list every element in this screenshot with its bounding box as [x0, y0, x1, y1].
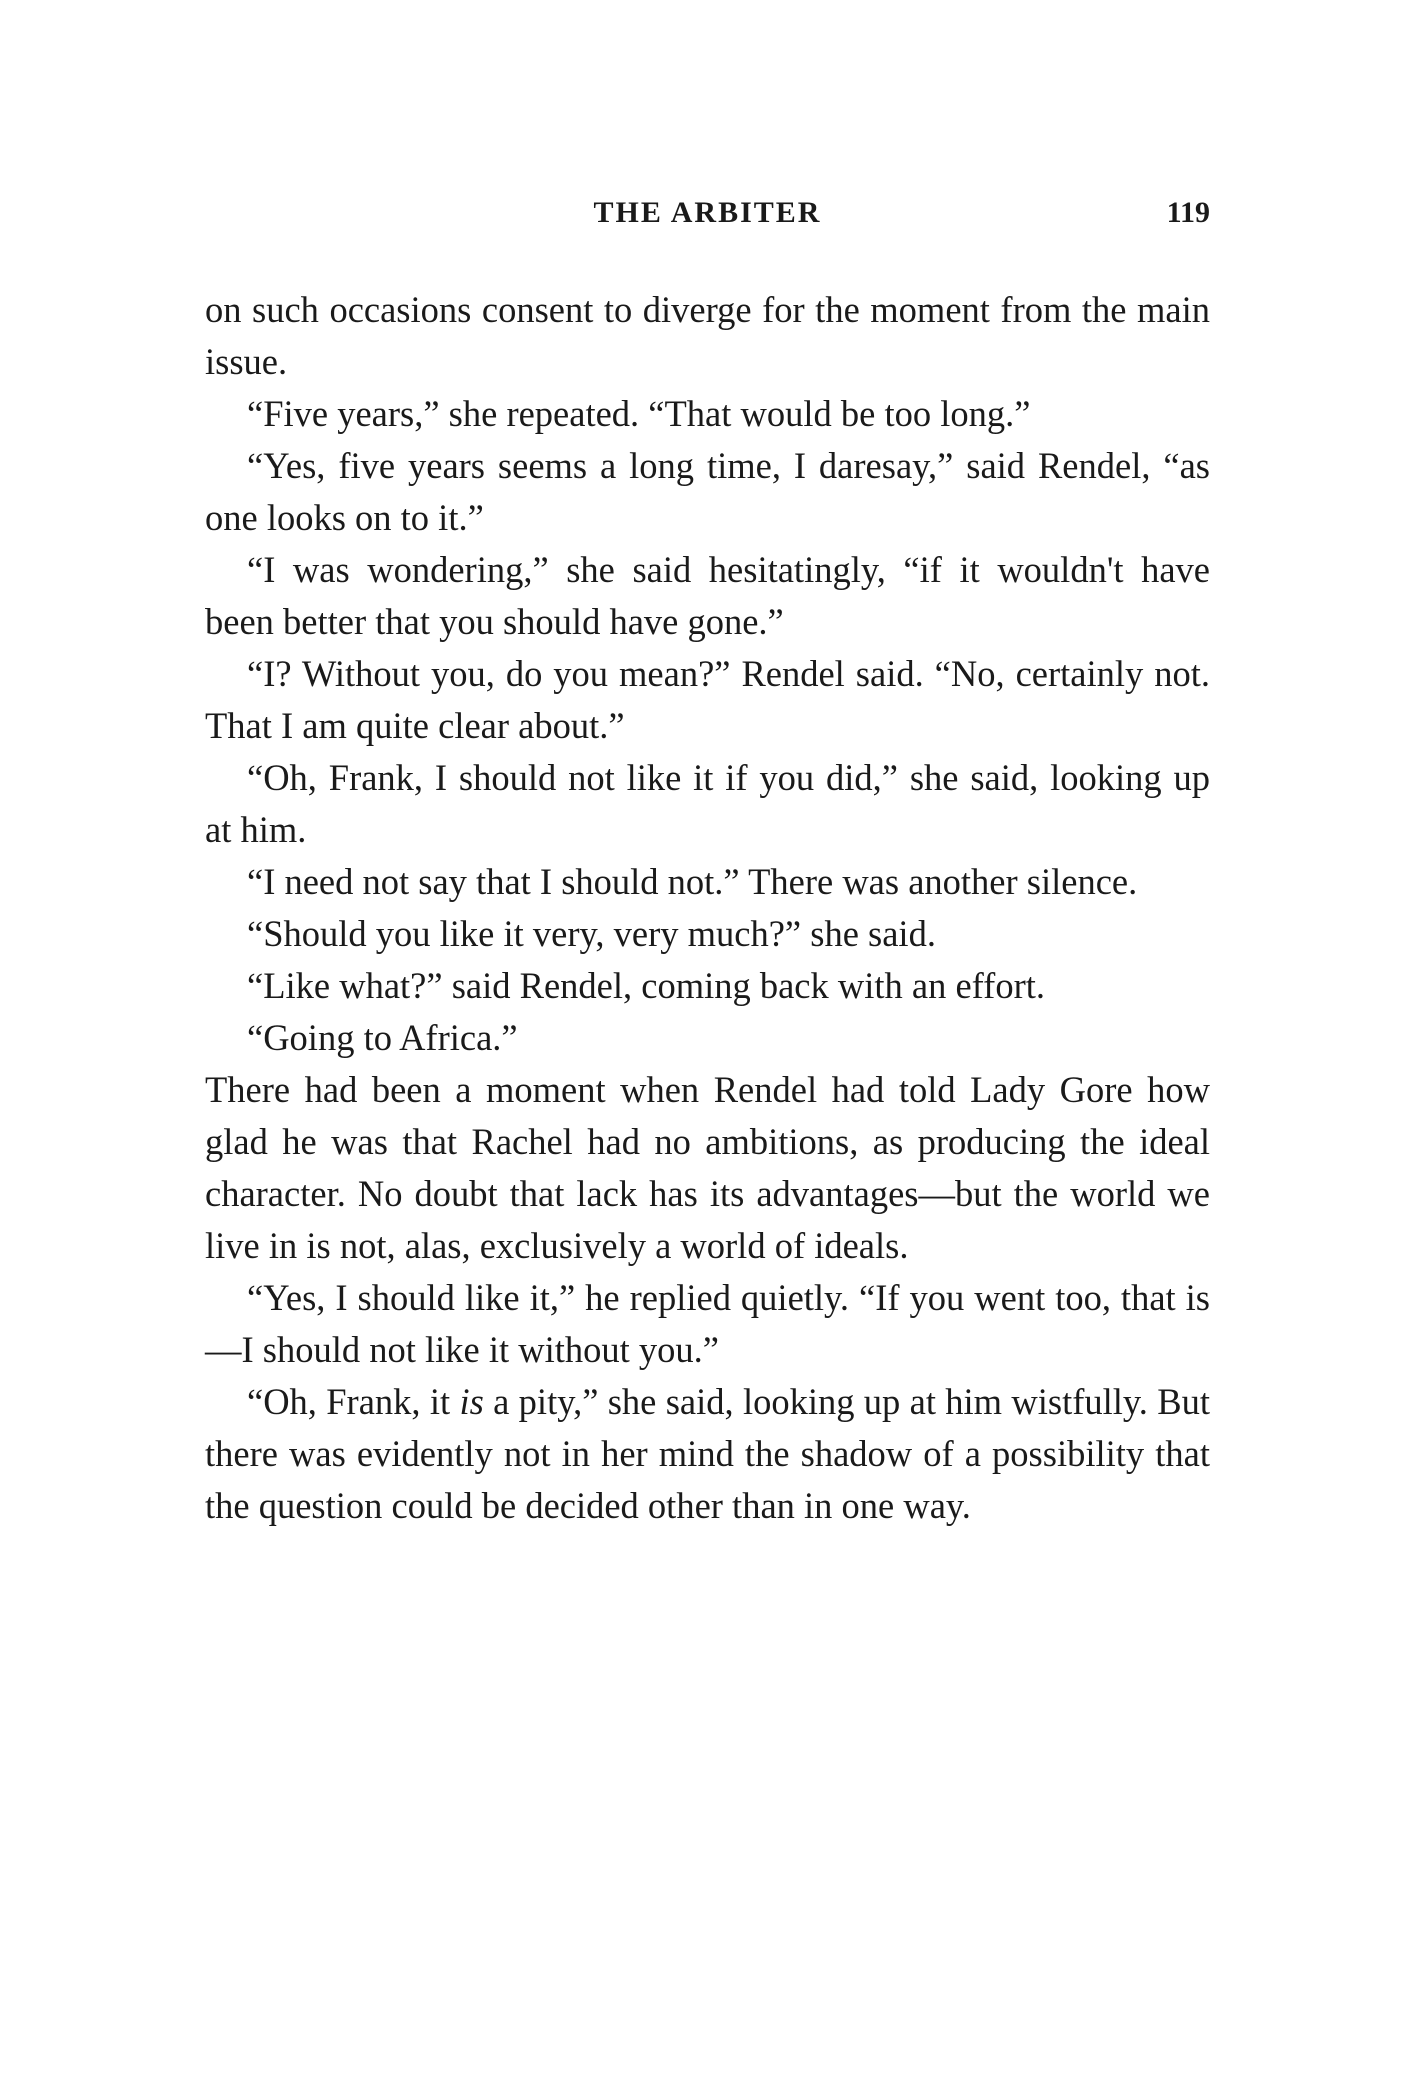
text-segment: “Oh, Frank, it: [247, 1381, 460, 1422]
paragraph: “I? Without you, do you mean?” Rendel said. “No, certainly not. That I am quite clear about.”: [205, 653, 1210, 746]
paragraph: “Going to Africa.”: [247, 1017, 518, 1058]
paragraph: There had been a moment when Rendel had told Lady Gore how glad he was that Rachel had no ambitions, as producing the ideal character. No doubt that lack has its advantages—but the world we live in is not, alas, exclusively a world of ideals.: [205, 1069, 1210, 1266]
text-segment: a pity,” she said, looking up at him wistfully. But there was evidently not in her mind the shadow of a possibility that the question could be decided other than in one way.: [205, 1381, 1210, 1526]
paragraph: “Oh, Frank, I should not like it if you did,” she said, looking up at him.: [205, 757, 1210, 850]
body-text: [205, 284, 1210, 1532]
running-head: [205, 196, 1210, 246]
paragraph-last: [205, 1376, 1210, 1532]
paragraph-continuation: on such occasions consent to diverge for the moment from the main issue.: [205, 289, 1210, 382]
paragraph: “Yes, five years seems a long time, I daresay,” said Rendel, “as one looks on to it.”: [205, 445, 1210, 538]
paragraph: “I need not say that I should not.” There was another silence.: [247, 861, 1138, 902]
running-title: THE ARBITER: [593, 196, 822, 229]
paragraph: “Yes, I should like it,” he replied quietly. “If you went too, that is—I should not like it without you.”: [205, 1277, 1210, 1370]
italic-emphasis: is: [459, 1381, 484, 1422]
paragraph: “Five years,” she repeated. “That would be too long.”: [247, 393, 1031, 434]
paragraph: “Like what?” said Rendel, coming back with an effort.: [247, 965, 1045, 1006]
paragraph: “I was wondering,” she said hesitatingly, “if it wouldn't have been better that you should have gone.”: [205, 549, 1210, 642]
paragraph: “Should you like it very, very much?” she said.: [247, 913, 936, 954]
page-number: 119: [1166, 196, 1210, 229]
